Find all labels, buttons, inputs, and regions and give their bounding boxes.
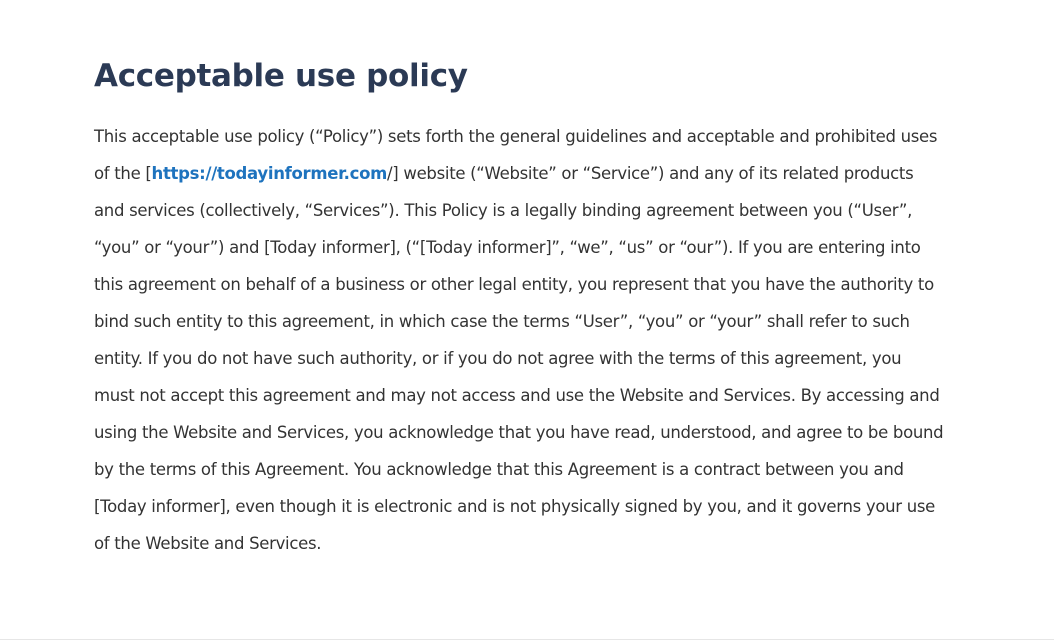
policy-text-after-link: /] website (“Website” or “Service”) and any of its related products and services (collectively, “Services”). This Policy is a legally binding agreement between you (“User”, “you” or “your”) and [Today informer], (“[Today informer]”, “we”, “us” or “our”). If you are entering into this agreement on behalf of a business or other legal entity, you represent that you have the authority to bind such entity to this agreement, in which case the terms “User”, “you” or “your” shall refer to such entity. If you do not have such authority, or if you do not agree with the terms of this agreement, you must not accept this agreement and may not access and use the Website and Services. By accessing and using the Website and Services, you acknowledge that you have read, understood, and agree to be bound by the terms of this Agreement. You acknowledge that this Agreement is a contract between you and [Today informer], even though it is electronic and is not physically signed by you, and it governs your use of the Website and Services.: [94, 164, 944, 553]
policy-content: [94, 56, 944, 562]
policy-paragraph: [94, 118, 944, 562]
policy-text-before-link: This acceptable use policy (“Policy”) sets forth the general guidelines and acceptable and prohibited uses of the [: [94, 127, 938, 183]
page-title: Acceptable use policy: [94, 58, 468, 94]
website-link[interactable]: https://todayinformer.com: [151, 164, 388, 183]
